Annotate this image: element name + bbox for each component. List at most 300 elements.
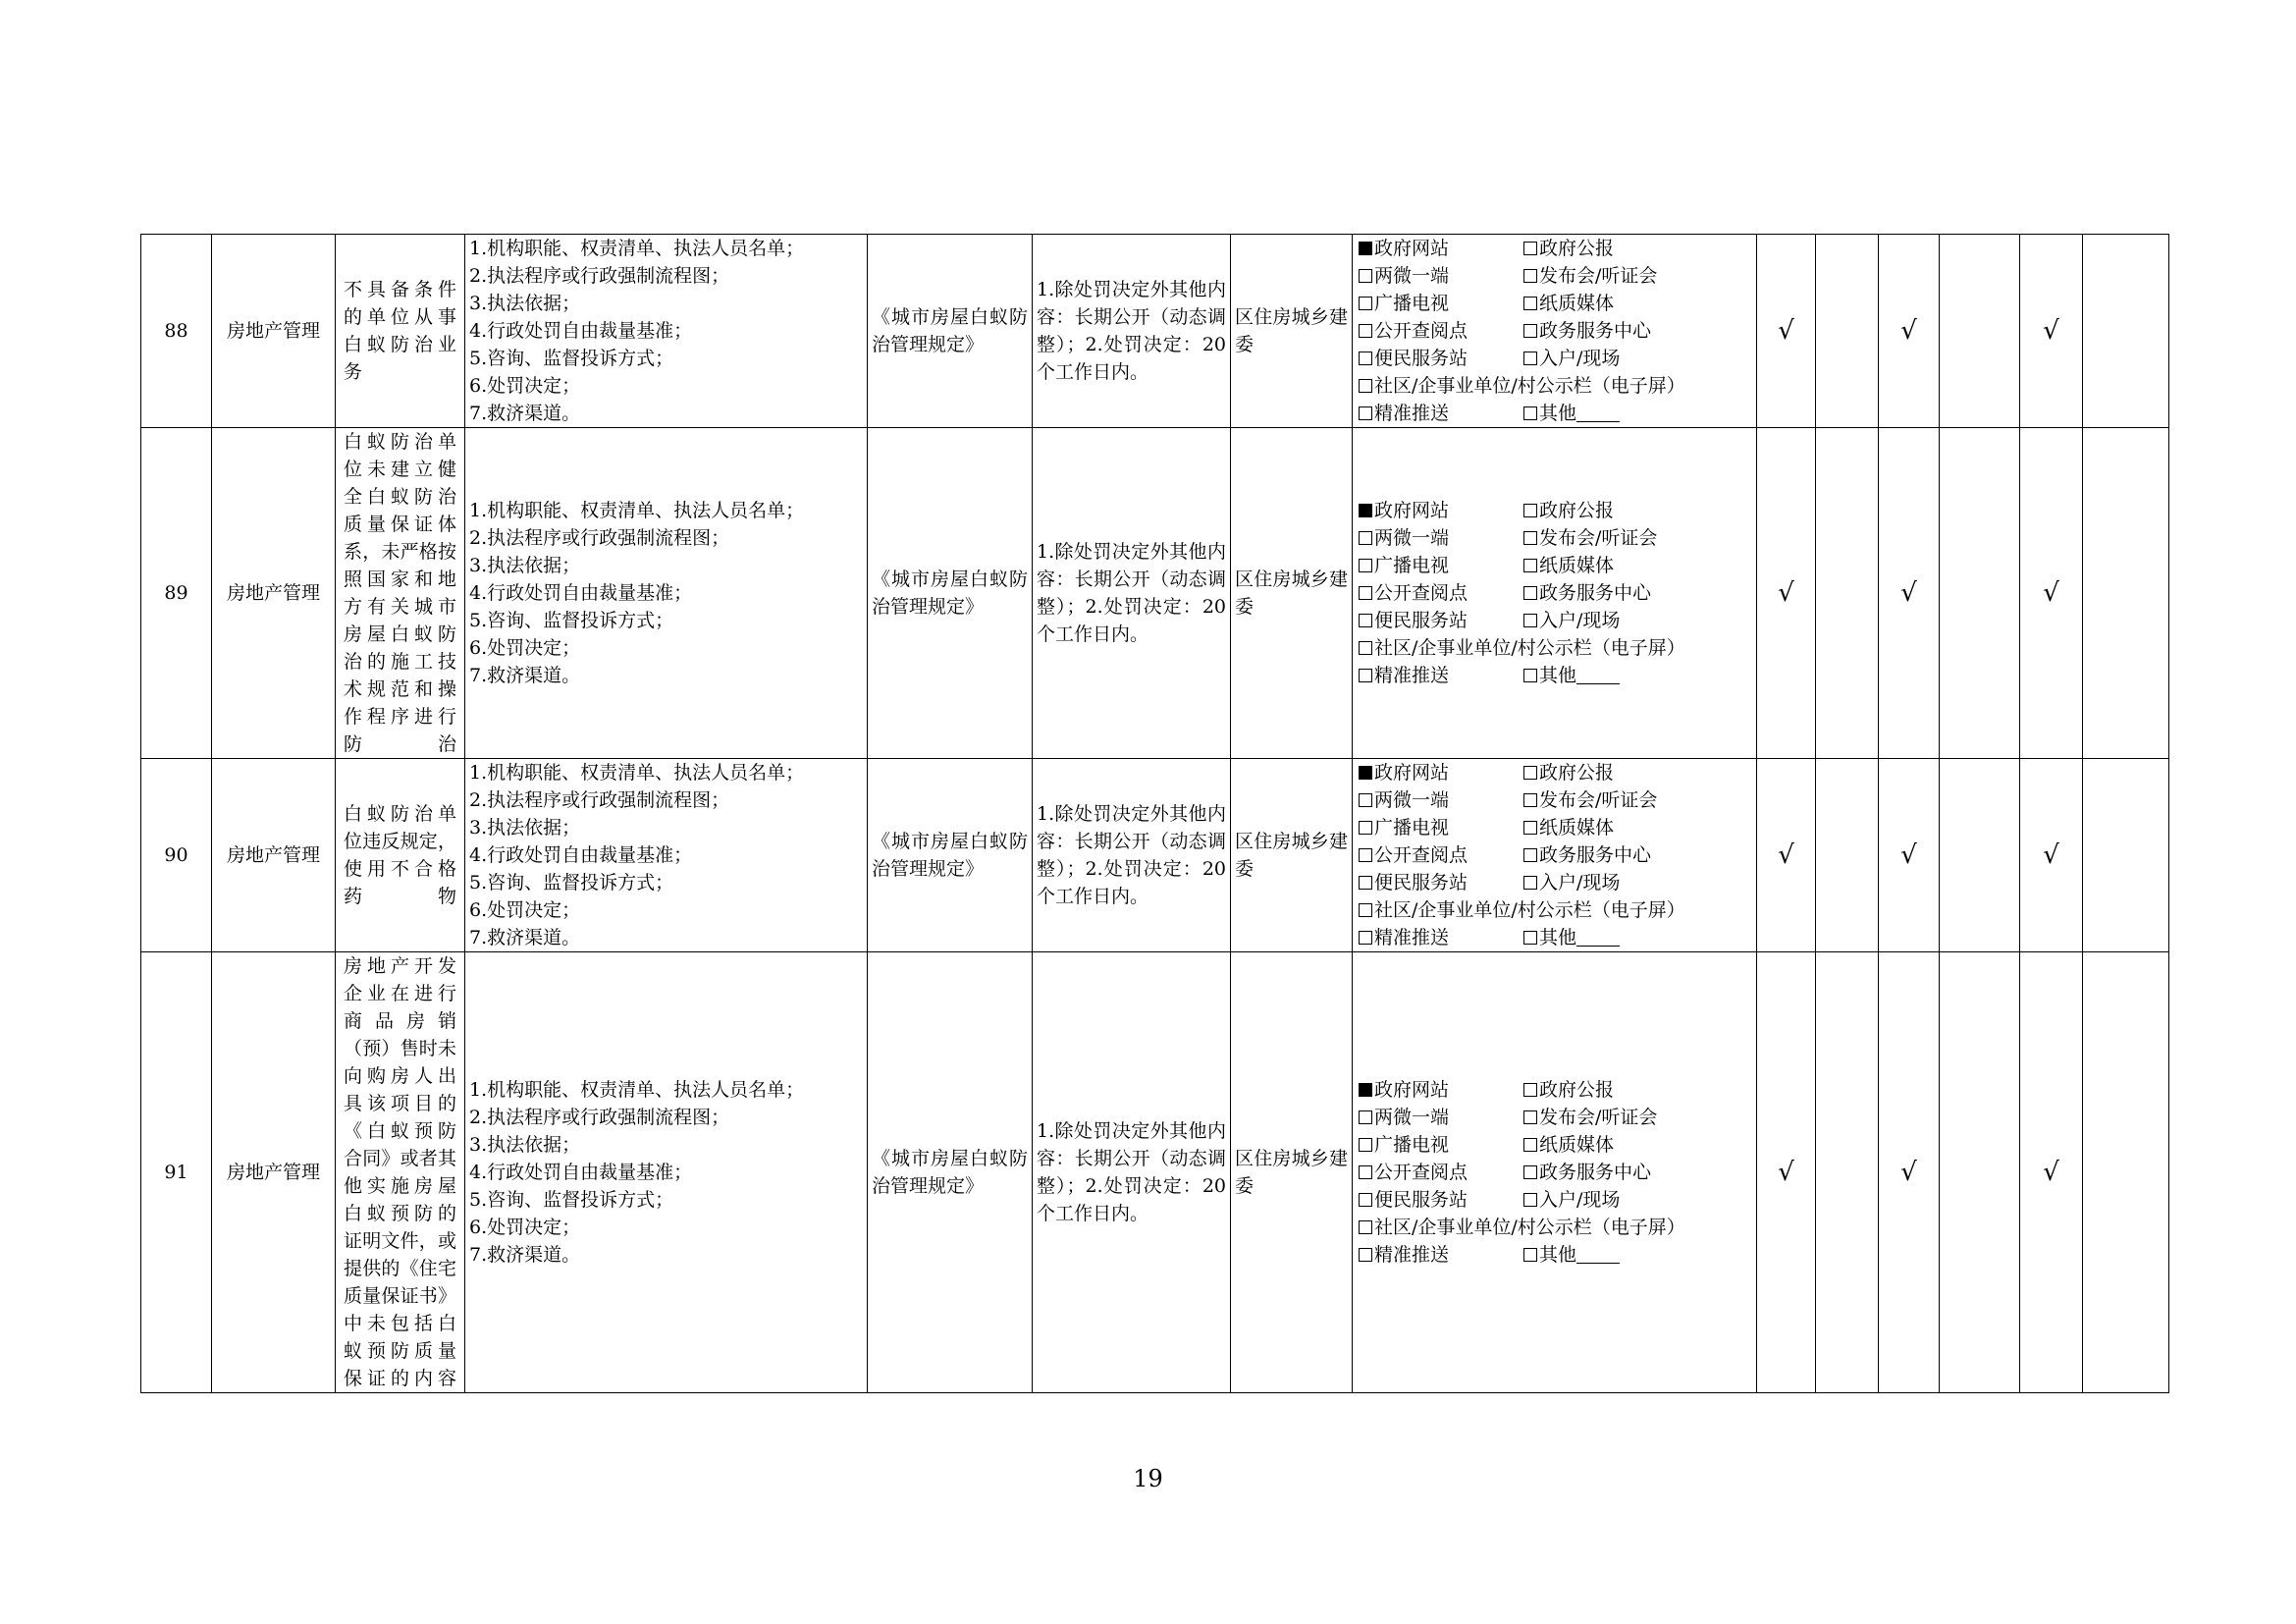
item-line: 房地产开发: [344, 955, 456, 977]
content-line: 2.执法程序或行政强制流程图；: [469, 265, 730, 287]
channel-label: 政务服务中心: [1539, 320, 1652, 342]
channel-label: 政府网站: [1374, 500, 1450, 521]
channel-label: 入户/现场: [1539, 348, 1621, 369]
subject-cell: [1231, 952, 1353, 1393]
channels-cell: [1353, 759, 1757, 952]
content-line: 6.处罚决定；: [469, 1217, 581, 1238]
item-line: 白蚁防治单: [344, 803, 456, 825]
channel-label: 精准推送: [1374, 927, 1450, 948]
item-line: 作程序进行: [344, 706, 456, 728]
check-mark: √: [1879, 759, 1940, 952]
channel-option[interactable]: [1359, 317, 1523, 345]
channel-option[interactable]: [1523, 345, 1720, 372]
channel-options: [1359, 497, 1750, 689]
channel-option[interactable]: [1359, 634, 1720, 662]
content-line: 6.处罚决定；: [469, 899, 581, 921]
channel-option[interactable]: [1523, 290, 1720, 317]
checkbox-icon[interactable]: [1359, 1138, 1372, 1152]
content-line: 1.机构职能、权责清单、执法人员名单；: [469, 1079, 805, 1101]
subject-cell: [1231, 759, 1353, 952]
channel-option[interactable]: [1359, 497, 1523, 524]
channel-label: 发布会/听证会: [1539, 527, 1658, 549]
checkbox-icon[interactable]: [1523, 586, 1537, 600]
item-line: 《白蚁预防: [344, 1120, 456, 1142]
subject-text: 区住房城乡建委: [1235, 306, 1348, 355]
content-line: 3.执法依据；: [469, 555, 581, 576]
channel-label: 政务服务中心: [1539, 582, 1652, 604]
channel-option[interactable]: [1359, 1076, 1523, 1104]
item-line: 他实施房屋: [344, 1175, 456, 1197]
channel-option[interactable]: [1523, 1186, 1720, 1214]
item-line: 务: [344, 361, 363, 383]
checkbox-icon[interactable]: [1359, 406, 1372, 420]
checkbox-icon[interactable]: [1359, 324, 1372, 338]
basis-text: 《城市房屋白蚁防治管理规定》: [872, 568, 1028, 618]
empty-cell: [1816, 759, 1879, 952]
channel-label: 政府网站: [1374, 238, 1450, 259]
content-line: 4.行政处罚自由裁量基准；: [469, 582, 693, 604]
item-line: 白蚁防治业: [344, 334, 456, 355]
channel-option[interactable]: [1359, 262, 1523, 290]
channel-option[interactable]: [1523, 869, 1720, 896]
basis-cell: [868, 759, 1033, 952]
checkbox-icon[interactable]: [1359, 876, 1372, 890]
channel-option[interactable]: [1359, 552, 1523, 579]
channel-label: 两微一端: [1374, 789, 1450, 811]
channel-option[interactable]: [1359, 235, 1523, 262]
content-line: 1.机构职能、权责清单、执法人员名单；: [469, 500, 805, 521]
check-mark: √: [1879, 428, 1940, 759]
subject-cell: [1231, 235, 1353, 428]
row-number: 88: [141, 235, 212, 428]
channel-option[interactable]: [1523, 759, 1720, 786]
row-number: 91: [141, 952, 212, 1393]
fill-in-blank: [1576, 1245, 1620, 1264]
subject-text: 区住房城乡建委: [1235, 568, 1348, 618]
channel-option[interactable]: [1359, 924, 1523, 951]
channel-option[interactable]: [1523, 814, 1720, 841]
empty-cell: [1940, 759, 2020, 952]
channel-options: [1359, 1076, 1750, 1269]
check-mark: √: [2020, 235, 2083, 428]
page-number: 19: [1133, 1465, 1163, 1492]
item-line: 商品房销: [344, 1010, 456, 1032]
checkbox-icon[interactable]: [1523, 1193, 1537, 1207]
channel-label: 政府网站: [1374, 1079, 1450, 1101]
channel-label: 便民服务站: [1374, 348, 1468, 369]
item-line: 方有关城市: [344, 596, 456, 618]
item-line: 位未建立健: [344, 459, 456, 480]
checkbox-icon[interactable]: [1359, 669, 1372, 682]
channel-label: 纸质媒体: [1539, 817, 1615, 839]
fill-in-blank: [1576, 404, 1620, 422]
empty-cell: [1940, 952, 2020, 1393]
checkbox-icon[interactable]: [1359, 1193, 1372, 1207]
checkbox-icon[interactable]: [1523, 269, 1537, 283]
checkbox-icon[interactable]: [1523, 297, 1537, 310]
checkbox-icon[interactable]: [1359, 352, 1372, 365]
item-line: 全白蚁防治: [344, 486, 456, 508]
item-line: 质量保证书》: [344, 1285, 456, 1307]
fill-in-blank: [1576, 666, 1620, 684]
category-cell: 房地产管理: [212, 759, 336, 952]
content-line: 6.处罚决定；: [469, 637, 581, 659]
row-number: 90: [141, 759, 212, 952]
checkbox-icon[interactable]: [1523, 559, 1537, 572]
item-line: 证明文件，或: [344, 1230, 456, 1252]
channel-label: 两微一端: [1374, 1107, 1450, 1128]
checkbox-icon[interactable]: [1359, 614, 1372, 627]
channel-option[interactable]: [1523, 841, 1720, 869]
checkbox-icon[interactable]: [1523, 531, 1537, 545]
channel-label: 纸质媒体: [1539, 293, 1615, 314]
channel-option[interactable]: [1523, 924, 1720, 951]
item-line: 白蚁预防的: [344, 1203, 456, 1224]
channel-option[interactable]: [1359, 1159, 1523, 1186]
channel-option[interactable]: [1359, 841, 1523, 869]
content-line: 1.机构职能、权责清单、执法人员名单；: [469, 238, 805, 259]
channel-option[interactable]: [1359, 524, 1523, 552]
empty-cell: [2083, 952, 2169, 1393]
channel-label: 政府公报: [1539, 1079, 1615, 1101]
fill-in-blank: [1576, 928, 1620, 947]
item-line: 向购房人出: [344, 1065, 456, 1087]
channel-label: 广播电视: [1374, 1134, 1450, 1156]
channel-option[interactable]: [1523, 552, 1720, 579]
checkbox-icon[interactable]: [1523, 793, 1537, 807]
empty-cell: [1940, 428, 2020, 759]
checkbox-icon[interactable]: [1523, 324, 1537, 338]
empty-cell: [2083, 235, 2169, 428]
channel-label: 其他: [1539, 665, 1577, 686]
item-line: 具该项目的: [344, 1093, 456, 1114]
content-line: 2.执法程序或行政强制流程图；: [469, 527, 730, 549]
time-text: 1.除处罚决定外其他内容：长期公开（动态调整）；2.处罚决定：20个工作日内。: [1037, 279, 1226, 383]
item-line: 照国家和地: [344, 568, 456, 590]
basis-cell: [868, 952, 1033, 1393]
channel-label: 便民服务站: [1374, 872, 1468, 893]
checkbox-icon[interactable]: [1359, 821, 1372, 835]
category-cell: 房地产管理: [212, 235, 336, 428]
item-line: 位违反规定，: [344, 831, 456, 852]
channel-option[interactable]: [1359, 1131, 1523, 1159]
channel-option[interactable]: [1359, 1104, 1523, 1131]
channel-options: [1359, 235, 1750, 427]
content-line: 1.机构职能、权责清单、执法人员名单；: [469, 762, 805, 784]
category-cell: 房地产管理: [212, 952, 336, 1393]
channel-option[interactable]: [1359, 1186, 1523, 1214]
empty-cell: [1816, 428, 1879, 759]
time-cell: [1033, 428, 1231, 759]
channel-label: 精准推送: [1374, 665, 1450, 686]
channel-label: 其他: [1539, 1244, 1577, 1266]
channel-option[interactable]: [1523, 524, 1720, 552]
checkbox-icon[interactable]: [1359, 931, 1372, 945]
item-line: 术规范和操: [344, 678, 456, 700]
content-line: 3.执法依据；: [469, 293, 581, 314]
channel-option[interactable]: [1523, 1159, 1720, 1186]
channel-option[interactable]: [1523, 262, 1720, 290]
channel-option[interactable]: [1359, 1241, 1523, 1269]
check-mark: √: [2020, 952, 2083, 1393]
item-line: 房屋白蚁防: [344, 623, 456, 645]
channel-label: 广播电视: [1374, 817, 1450, 839]
content-line: 6.处罚决定；: [469, 375, 581, 397]
checkbox-icon[interactable]: [1523, 242, 1537, 255]
channel-label: 政府公报: [1539, 500, 1615, 521]
channel-label: 社区/企事业单位/村公示栏（电子屏）: [1374, 899, 1685, 921]
content-line: 7.救济渠道。: [469, 403, 581, 424]
item-line: 系，未严格按: [344, 541, 456, 563]
channel-option[interactable]: [1523, 317, 1720, 345]
checkbox-icon[interactable]: [1359, 297, 1372, 310]
item-line: 防治: [344, 733, 456, 755]
time-text: 1.除处罚决定外其他内容：长期公开（动态调整）；2.处罚决定：20个工作日内。: [1037, 1120, 1226, 1224]
time-cell: [1033, 235, 1231, 428]
check-mark: √: [1757, 235, 1816, 428]
channel-option[interactable]: [1523, 400, 1720, 427]
content-line: 5.咨询、监督投诉方式；: [469, 610, 674, 631]
channel-label: 政府公报: [1539, 762, 1615, 784]
item-line: 药物: [344, 886, 456, 907]
checkbox-icon[interactable]: [1523, 1165, 1537, 1179]
checkbox-icon[interactable]: [1523, 876, 1537, 890]
checkbox-icon[interactable]: [1359, 379, 1372, 393]
channel-label: 入户/现场: [1539, 872, 1621, 893]
row-number: 89: [141, 428, 212, 759]
channel-option[interactable]: [1359, 896, 1720, 924]
checkbox-icon[interactable]: [1359, 559, 1372, 572]
checkbox-icon[interactable]: [1523, 669, 1537, 682]
table-row: [141, 235, 2169, 428]
content-line: 5.咨询、监督投诉方式；: [469, 872, 674, 893]
checkbox-icon[interactable]: [1359, 1220, 1372, 1234]
channel-option[interactable]: [1523, 662, 1720, 689]
checkbox-icon[interactable]: [1359, 1248, 1372, 1262]
basis-text: 《城市房屋白蚁防治管理规定》: [872, 306, 1028, 355]
channel-label: 政府公报: [1539, 238, 1615, 259]
check-mark: √: [1757, 952, 1816, 1393]
channel-label: 便民服务站: [1374, 1189, 1468, 1211]
item-line: 治的施工技: [344, 651, 456, 673]
item-line: 质量保证体: [344, 514, 456, 535]
content-line: 3.执法依据；: [469, 1134, 581, 1156]
channels-cell: [1353, 428, 1757, 759]
checkbox-icon[interactable]: [1523, 1083, 1537, 1097]
channel-label: 精准推送: [1374, 1244, 1450, 1266]
channel-label: 纸质媒体: [1539, 1134, 1615, 1156]
item-cell: [336, 428, 465, 759]
table-row: [141, 952, 2169, 1393]
channel-label: 政务服务中心: [1539, 1162, 1652, 1183]
channel-label: 入户/现场: [1539, 1189, 1621, 1211]
basis-cell: [868, 428, 1033, 759]
subject-text: 区住房城乡建委: [1235, 831, 1348, 880]
channel-label: 社区/企事业单位/村公示栏（电子屏）: [1374, 1217, 1685, 1238]
item-line: 中未包括白: [344, 1313, 456, 1334]
channel-option[interactable]: [1523, 1241, 1720, 1269]
content-line: 5.咨询、监督投诉方式；: [469, 1189, 674, 1211]
item-line: 保证的内容: [344, 1368, 456, 1389]
checked-box-icon[interactable]: [1359, 766, 1372, 780]
channel-option[interactable]: [1359, 814, 1523, 841]
table-row: [141, 759, 2169, 952]
content-cell: [465, 952, 868, 1393]
item-line: 提供的《住宅: [344, 1258, 456, 1279]
checkbox-icon[interactable]: [1523, 1138, 1537, 1152]
checkbox-icon[interactable]: [1523, 1248, 1537, 1262]
basis-cell: [868, 235, 1033, 428]
channel-label: 纸质媒体: [1539, 555, 1615, 576]
checked-box-icon[interactable]: [1359, 242, 1372, 255]
time-text: 1.除处罚决定外其他内容：长期公开（动态调整）；2.处罚决定：20个工作日内。: [1037, 803, 1226, 907]
channel-options: [1359, 759, 1750, 951]
checkbox-icon[interactable]: [1523, 821, 1537, 835]
channel-option[interactable]: [1523, 1076, 1720, 1104]
item-line: 蚁预防质量: [344, 1340, 456, 1362]
channel-label: 其他: [1539, 403, 1577, 424]
subject-text: 区住房城乡建委: [1235, 1148, 1348, 1197]
basis-text: 《城市房屋白蚁防治管理规定》: [872, 1148, 1028, 1197]
category-cell: 房地产管理: [212, 428, 336, 759]
item-line: 使用不合格: [344, 858, 456, 880]
channel-option[interactable]: [1359, 869, 1523, 896]
content-line: 2.执法程序或行政强制流程图；: [469, 1107, 730, 1128]
checkbox-icon[interactable]: [1523, 504, 1537, 517]
checkbox-icon[interactable]: [1359, 269, 1372, 283]
channel-label: 公开查阅点: [1374, 320, 1468, 342]
checkbox-icon[interactable]: [1359, 793, 1372, 807]
content-cell: [465, 759, 868, 952]
channel-label: 政府网站: [1374, 762, 1450, 784]
content-line: 4.行政处罚自由裁量基准；: [469, 320, 693, 342]
channel-label: 社区/企事业单位/村公示栏（电子屏）: [1374, 375, 1685, 397]
check-mark: √: [2020, 428, 2083, 759]
channel-option[interactable]: [1359, 786, 1523, 814]
checkbox-icon[interactable]: [1523, 352, 1537, 365]
channel-option[interactable]: [1523, 1131, 1720, 1159]
channel-option[interactable]: [1359, 1214, 1720, 1241]
channel-label: 广播电视: [1374, 293, 1450, 314]
empty-cell: [2083, 759, 2169, 952]
checkbox-icon[interactable]: [1359, 848, 1372, 862]
disclosure-table: [140, 234, 2169, 1393]
item-line: 的单位从事: [344, 306, 456, 328]
empty-cell: [2083, 428, 2169, 759]
item-line: 合同》或者其: [344, 1148, 456, 1169]
content-line: 2.执法程序或行政强制流程图；: [469, 789, 730, 811]
checkbox-icon[interactable]: [1359, 903, 1372, 917]
channel-label: 两微一端: [1374, 265, 1450, 287]
channels-cell: [1353, 952, 1757, 1393]
time-cell: [1033, 759, 1231, 952]
checkbox-icon[interactable]: [1523, 848, 1537, 862]
channel-label: 发布会/听证会: [1539, 789, 1658, 811]
checkbox-icon[interactable]: [1523, 931, 1537, 945]
channel-option[interactable]: [1359, 579, 1523, 607]
channel-label: 社区/企事业单位/村公示栏（电子屏）: [1374, 637, 1685, 659]
check-mark: √: [1879, 952, 1940, 1393]
content-line: 4.行政处罚自由裁量基准；: [469, 1162, 693, 1183]
item-cell: [336, 952, 465, 1393]
check-mark: √: [1757, 428, 1816, 759]
channel-option[interactable]: [1523, 579, 1720, 607]
checkbox-icon[interactable]: [1359, 1110, 1372, 1124]
content-line: 3.执法依据；: [469, 817, 581, 839]
content-cell: [465, 428, 868, 759]
channel-label: 发布会/听证会: [1539, 1107, 1658, 1128]
channel-option[interactable]: [1523, 497, 1720, 524]
checkbox-icon[interactable]: [1523, 766, 1537, 780]
channel-label: 其他: [1539, 927, 1577, 948]
item-cell: [336, 759, 465, 952]
channel-option[interactable]: [1523, 1104, 1720, 1131]
channel-label: 广播电视: [1374, 555, 1450, 576]
checkbox-icon[interactable]: [1523, 614, 1537, 627]
content-line: 5.咨询、监督投诉方式；: [469, 348, 674, 369]
channel-option[interactable]: [1359, 290, 1523, 317]
channel-option[interactable]: [1359, 400, 1523, 427]
time-text: 1.除处罚决定外其他内容：长期公开（动态调整）；2.处罚决定：20个工作日内。: [1037, 541, 1226, 645]
channel-label: 公开查阅点: [1374, 1162, 1468, 1183]
basis-text: 《城市房屋白蚁防治管理规定》: [872, 831, 1028, 880]
channel-label: 入户/现场: [1539, 610, 1621, 631]
channel-option[interactable]: [1359, 662, 1523, 689]
channel-option[interactable]: [1359, 372, 1720, 400]
channel-option[interactable]: [1359, 759, 1523, 786]
content-line: 7.救济渠道。: [469, 665, 581, 686]
channel-option[interactable]: [1523, 786, 1720, 814]
channel-option[interactable]: [1359, 607, 1523, 634]
channel-option[interactable]: [1523, 235, 1720, 262]
content-line: 7.救济渠道。: [469, 927, 581, 948]
channel-label: 公开查阅点: [1374, 582, 1468, 604]
channel-label: 公开查阅点: [1374, 844, 1468, 866]
checkbox-icon[interactable]: [1359, 1165, 1372, 1179]
item-line: 不具备条件: [344, 279, 456, 300]
channel-label: 发布会/听证会: [1539, 265, 1658, 287]
channel-label: 政务服务中心: [1539, 844, 1652, 866]
checkbox-icon[interactable]: [1359, 641, 1372, 655]
item-line: 企业在进行: [344, 983, 456, 1004]
checkbox-icon[interactable]: [1359, 586, 1372, 600]
subject-cell: [1231, 428, 1353, 759]
channel-label: 便民服务站: [1374, 610, 1468, 631]
content-line: 7.救济渠道。: [469, 1244, 581, 1266]
time-cell: [1033, 952, 1231, 1393]
item-cell: [336, 235, 465, 428]
table-row: [141, 428, 2169, 759]
empty-cell: [1816, 235, 1879, 428]
item-line: （预）售时未: [344, 1038, 456, 1059]
empty-cell: [1816, 952, 1879, 1393]
check-mark: √: [1757, 759, 1816, 952]
channel-label: 精准推送: [1374, 403, 1450, 424]
channel-option[interactable]: [1359, 345, 1523, 372]
content-cell: [465, 235, 868, 428]
checkbox-icon[interactable]: [1359, 531, 1372, 545]
content-line: 4.行政处罚自由裁量基准；: [469, 844, 693, 866]
checked-box-icon[interactable]: [1359, 504, 1372, 517]
checkbox-icon[interactable]: [1523, 406, 1537, 420]
channels-cell: [1353, 235, 1757, 428]
check-mark: √: [2020, 759, 2083, 952]
checked-box-icon[interactable]: [1359, 1083, 1372, 1097]
checkbox-icon[interactable]: [1523, 1110, 1537, 1124]
channel-option[interactable]: [1523, 607, 1720, 634]
channel-label: 两微一端: [1374, 527, 1450, 549]
empty-cell: [1940, 235, 2020, 428]
